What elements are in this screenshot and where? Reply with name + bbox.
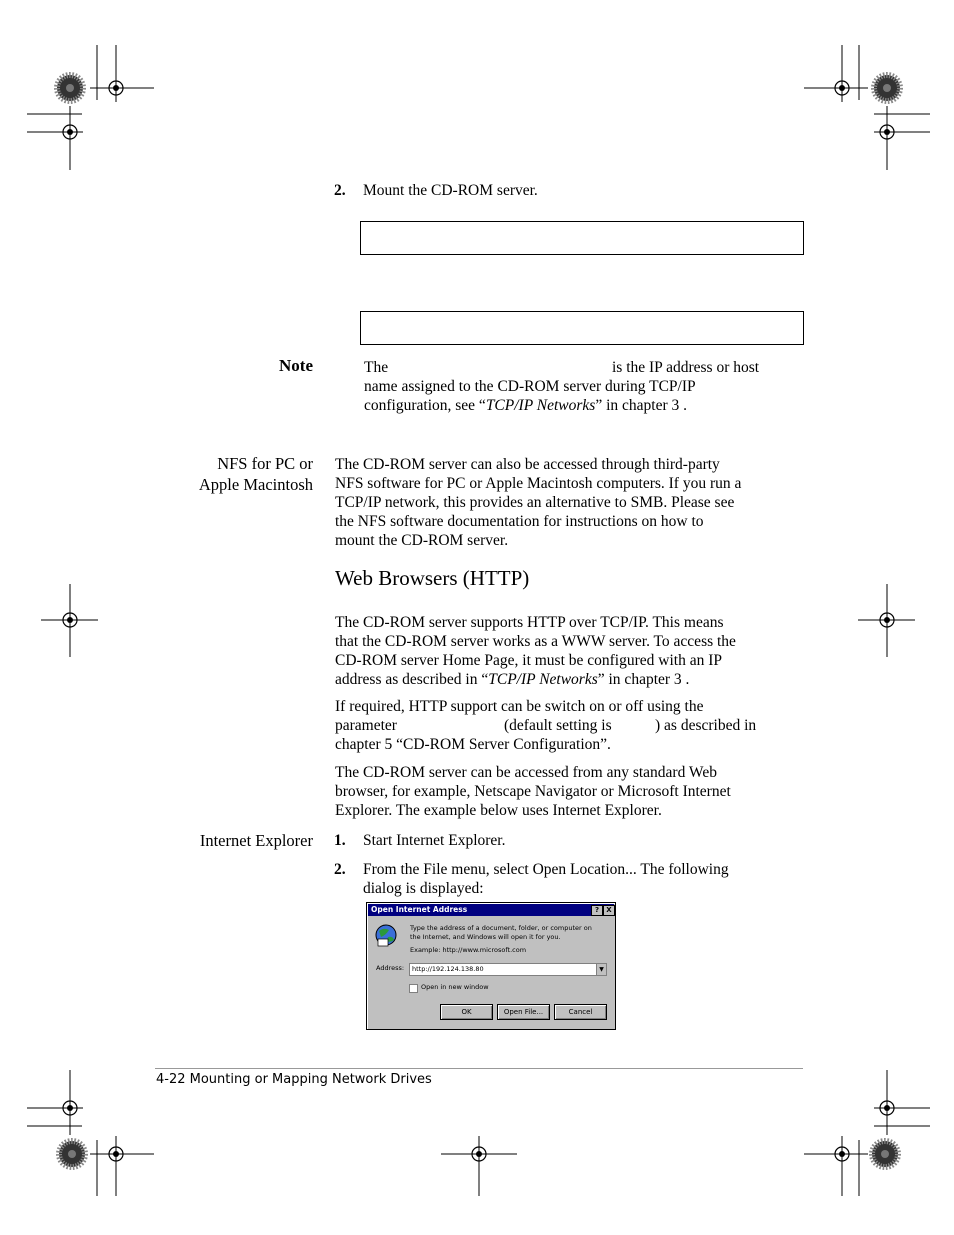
close-button[interactable]: X <box>603 905 615 916</box>
internet-globe-icon <box>375 923 397 947</box>
note-line3: configuration, see “TCP/IP Networks” in chapter 3 . <box>364 397 687 414</box>
web-paragraph-1: The CD-ROM server supports HTTP over TCP/IP. This means that the CD-ROM server works as a WWW server. To access the CD-ROM server Home Page, it must be configured with an IP address as described in “TCP/IP Networks” in chapter 3 . <box>335 614 736 688</box>
open-file-button[interactable]: Open File... <box>497 1004 550 1020</box>
ie-side-heading: Internet Explorer <box>199 831 313 850</box>
ie-step-1: 1. Start Internet Explorer. <box>334 832 506 849</box>
web-paragraph-3: The CD-ROM server can be accessed from any standard Web browser, for example, Netscape Navigator or Microsoft Internet Explorer. The example below uses Internet Explorer. <box>335 764 731 819</box>
page-footer: 4-22 Mounting or Mapping Network Drives <box>156 1072 432 1087</box>
open-internet-address-dialog <box>366 902 616 1030</box>
step-number: 2. <box>334 182 346 199</box>
command-box <box>360 221 804 255</box>
note-label: Note <box>279 356 313 375</box>
registration-burst-icon <box>872 1141 898 1167</box>
help-button[interactable]: ? <box>591 905 603 916</box>
open-new-window-checkbox[interactable] <box>409 984 418 993</box>
note-line1-end: is the IP address or host <box>612 359 760 376</box>
web-paragraph-2: If required, HTTP support can be switch on or off using the parameter (default setting is ) as described in chapter 5 “CD-ROM Server Configuration”. <box>335 698 757 753</box>
ok-button[interactable]: OK <box>440 1004 493 1020</box>
address-label: Address: <box>376 964 405 972</box>
checkbox-label: Open in new window <box>421 983 489 991</box>
registration-burst-icon <box>874 75 900 101</box>
registration-burst-icon <box>59 1141 85 1167</box>
dialog-description: Type the address of a document, folder, or computer on the Internet, and Windows will open it for you. <box>410 924 592 941</box>
section-heading: Web Browsers (HTTP) <box>335 566 530 590</box>
note-text <box>364 358 804 415</box>
step-text: Mount the CD-ROM server. <box>363 182 538 199</box>
command-box <box>360 311 804 345</box>
footer-rule <box>155 1068 803 1069</box>
address-combobox[interactable] <box>409 963 607 976</box>
note-line2: name assigned to the CD-ROM server during TCP/IP <box>364 378 696 395</box>
address-input[interactable]: http://192.124.138.80 <box>412 965 484 973</box>
cancel-button[interactable]: Cancel <box>554 1004 607 1020</box>
dialog-example: Example: http://www.microsoft.com <box>410 946 527 954</box>
registration-burst-icon <box>57 75 83 101</box>
nfs-paragraph: The CD-ROM server can also be accessed through third-party NFS software for PC or Apple Macintosh computers. If you run a TCP/IP network, this provides an alternative to SMB. Please see the NFS software documentation for instructions on how to mount the CD-ROM server. <box>335 456 742 549</box>
chevron-down-icon[interactable]: ▼ <box>596 964 606 975</box>
dialog-title: Open Internet Address <box>368 904 614 916</box>
ie-step-2: 2. From the File menu, select Open Location... The following dialog is displayed: <box>334 861 729 897</box>
nfs-side-heading: NFS for PC or Apple Macintosh <box>198 454 313 494</box>
step-mount <box>334 181 538 200</box>
note-line1-start: The <box>364 359 389 376</box>
